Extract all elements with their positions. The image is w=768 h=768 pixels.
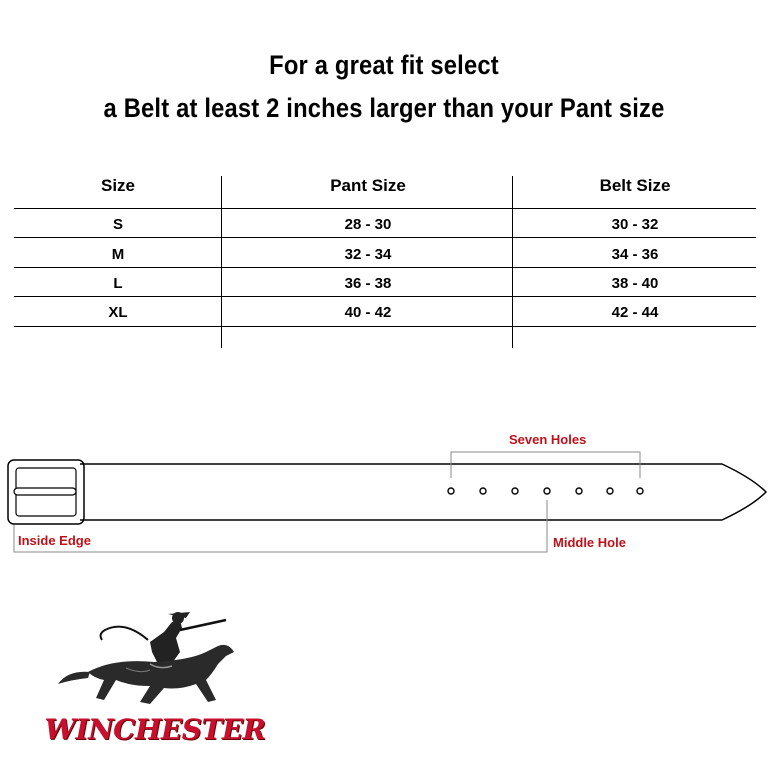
row-m-belt: 34 - 36 (611, 246, 659, 263)
row-xl-size: XL (108, 304, 128, 321)
measurement-line (14, 500, 547, 552)
table-rule (14, 296, 756, 297)
belt-hole (607, 488, 613, 494)
table-rule (14, 267, 756, 268)
belt-hole (480, 488, 486, 494)
seven-holes-bracket (451, 452, 640, 478)
row-xl-pant: 40 - 42 (344, 304, 392, 321)
row-xl-belt: 42 - 44 (611, 304, 659, 321)
size-chart-table (14, 170, 756, 348)
row-s-size: S (112, 216, 123, 233)
row-l-belt: 38 - 40 (611, 275, 659, 292)
headline-line-2: a Belt at least 2 inches larger than your Pant size (103, 93, 665, 123)
table-rule (14, 237, 756, 238)
row-l-pant: 36 - 38 (344, 275, 392, 292)
belt-diagram (0, 420, 768, 570)
inside-edge-label: Inside Edge (18, 533, 91, 548)
belt-hole (637, 488, 643, 494)
headline-line-1: For a great fit select (269, 50, 499, 80)
belt-strap (80, 464, 766, 520)
horse-rider-icon (30, 608, 280, 718)
seven-holes-label: Seven Holes (509, 432, 587, 447)
logo-wordmark: WINCHESTER (44, 713, 266, 746)
header-pant-size: Pant Size (330, 176, 406, 195)
belt-hole (512, 488, 518, 494)
belt-hole (448, 488, 454, 494)
table-rule (14, 326, 756, 327)
row-s-belt: 30 - 32 (611, 216, 659, 233)
row-m-size: M (111, 246, 125, 263)
header-size: Size (100, 176, 136, 195)
buckle-prong (14, 488, 76, 495)
row-s-pant: 28 - 30 (344, 216, 392, 233)
row-l-size: L (113, 275, 123, 292)
middle-hole-label: Middle Hole (553, 535, 626, 550)
belt-hole (576, 488, 582, 494)
header-belt-size: Belt Size (599, 176, 671, 195)
row-m-pant: 32 - 34 (344, 246, 392, 263)
table-rule (14, 208, 756, 209)
winchester-logo (30, 608, 280, 758)
seven-holes (448, 488, 643, 494)
middle-hole (544, 488, 550, 494)
